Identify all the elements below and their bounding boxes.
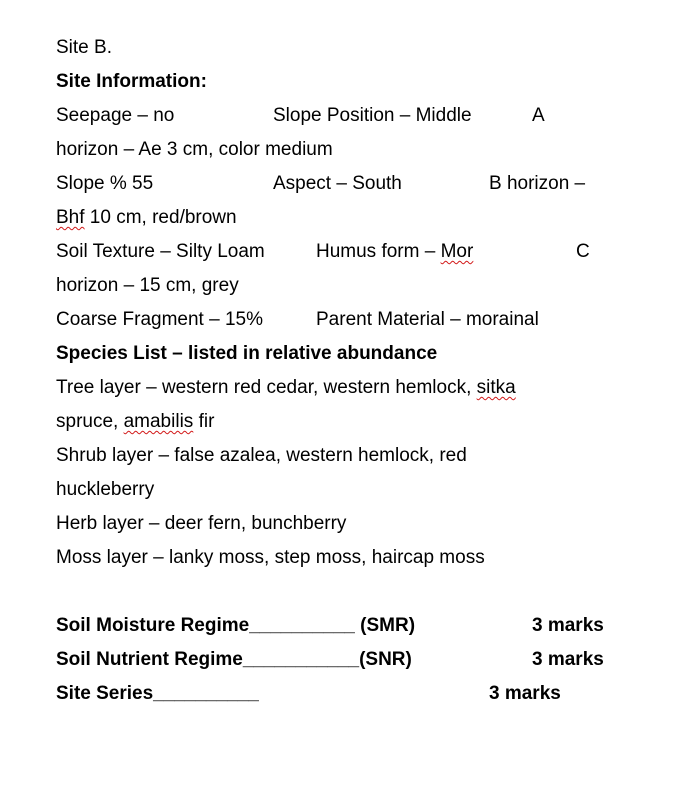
herb-layer-text: Herb layer – deer fern, bunchberry: [56, 513, 347, 534]
tree-amabilis: amabilis: [123, 411, 194, 432]
shrub-layer-line-1: Shrub layer – false azalea, western hemlock, red: [56, 445, 467, 466]
parent-material-text: Parent Material – morainal: [316, 309, 539, 330]
b-horizon-label: B horizon –: [489, 173, 586, 194]
tree-layer-line-2: [56, 411, 214, 433]
a-horizon-letter: A: [532, 105, 545, 126]
tree-layer-line-1: [56, 377, 516, 399]
soil-texture-text: Soil Texture – Silty Loam: [56, 241, 265, 262]
aspect-text: Aspect – South: [273, 173, 402, 194]
slope-percent-text: Slope % 55: [56, 173, 154, 194]
question-snr-label: Soil Nutrient Regime___________(SNR): [56, 649, 412, 670]
question-smr-marks: 3 marks: [532, 615, 604, 636]
humus-form-label: Humus form –: [316, 241, 441, 262]
slope-position-text: Slope Position – Middle: [273, 105, 472, 126]
b-horizon-detail-line: [56, 207, 237, 229]
coarse-fragment-text: Coarse Fragment – 15%: [56, 309, 263, 330]
question-site-series-label: Site Series__________: [56, 683, 259, 704]
c-horizon-detail: horizon – 15 cm, grey: [56, 275, 239, 296]
c-horizon-letter: C: [576, 241, 590, 262]
tree-layer-prefix: Tree layer – western red cedar, western hemlock,: [56, 377, 477, 398]
seepage-text: Seepage – no: [56, 105, 175, 126]
b-horizon-code: Bhf: [56, 207, 85, 228]
question-smr-label: Soil Moisture Regime__________ (SMR): [56, 615, 416, 636]
tree-line2-prefix: spruce,: [56, 411, 124, 432]
species-list-heading: Species List – listed in relative abundance: [56, 343, 438, 364]
a-horizon-detail: horizon – Ae 3 cm, color medium: [56, 139, 333, 160]
b-horizon-detail: 10 cm, red/brown: [84, 207, 237, 228]
question-snr-marks: 3 marks: [532, 649, 604, 670]
tree-sitka: sitka: [476, 377, 516, 398]
moss-layer-text: Moss layer – lanky moss, step moss, haircap moss: [56, 547, 485, 568]
humus-form-line: [316, 241, 473, 263]
tree-line2-suffix: fir: [193, 411, 215, 432]
question-site-series-marks: 3 marks: [489, 683, 561, 704]
site-label: Site B.: [56, 37, 112, 58]
humus-form-value: Mor: [440, 241, 474, 262]
site-information-heading: Site Information:: [56, 71, 207, 92]
shrub-layer-line-2: huckleberry: [56, 479, 155, 500]
